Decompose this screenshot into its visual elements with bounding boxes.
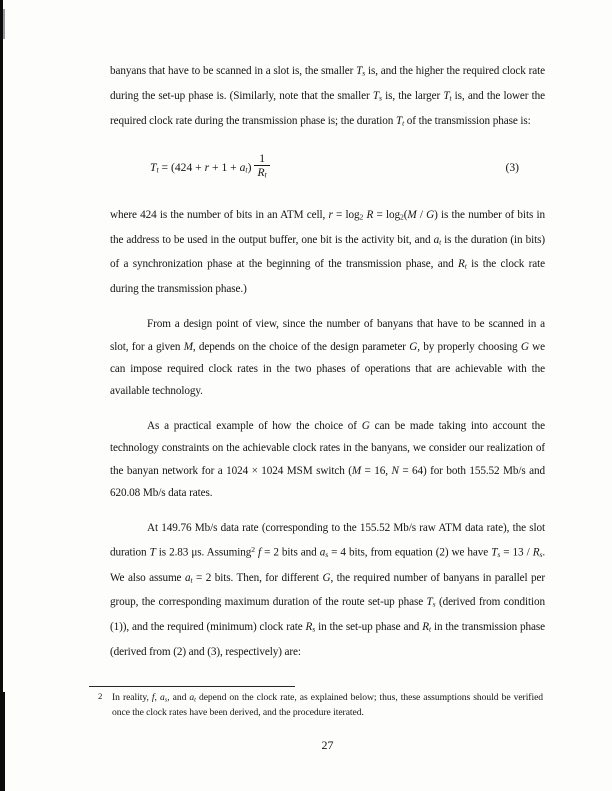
footnote xyxy=(97,691,543,719)
page-number: 27 xyxy=(321,738,334,752)
scan-artifact-left-edge xyxy=(0,0,3,791)
equation-fraction xyxy=(254,153,269,182)
paragraph-equation-explanation: where 424 is the number of bits in an ATM cell, $r = \log_2 R = \log_2(M / G)$ is the number of bits in the address to be used in the output buffer, one bit is the activity bit, and $a_t$ is the duration (in bits) of a synchronization phase at the beginning of the transmission phase, and $R_t$ is the clock rate during the transmission phase.) xyxy=(110,208,545,296)
paragraph-practical-example: As a practical example of how the choice of G can be made taking into account the technology constraints on the achievable clock rates in the banyans, we consider our realization of the banyan network for a 1024 × 1024 MSM switch (M = 16, N = 64) for both 155.52 Mb/s and 620.08 Mb/s data rates. xyxy=(110,420,545,499)
paragraph-design-point: From a design point of view, since the number of banyans that have to be scanned in a slot, for a given M, depends on the choice of the design parameter G, by properly choosing G we can impose required clock rates in the two phases of operations that are achievable with the available technology. xyxy=(110,318,546,398)
footnote-text: In reality, f, $a_s$, and $a_t$ depend on the clock rate, as explained below; thus, these assumptions should be verified once the clock rates have been derived, and the procedure iterated. xyxy=(112,692,544,719)
equation-3 xyxy=(150,148,545,188)
equation-expression xyxy=(150,153,270,182)
footnote-separator xyxy=(89,686,295,687)
equation-lhs: $T_t = (424 + r + 1 + a_t)$ xyxy=(150,160,252,175)
scan-artifact-speck xyxy=(3,9,5,39)
paragraph-continuation: banyans that have to be scanned in a slot is, the smaller $T_s$ is, and the higher the required clock rate during the set-up phase is. (Similarly, note that the smaller $T_s$ is, the larger $T_t$ is, and the lower the required clock rate during the transmission phase is; the duration $T_t$ of the transmission phase is: xyxy=(110,65,546,128)
fraction-denominator: $R_t$ xyxy=(254,165,269,182)
equation-number: (3) xyxy=(505,161,519,175)
paragraph-data-rate: At 149.76 Mb/s data rate (corresponding to the 155.52 Mb/s raw ATM data rate), the slot duration T is 2.83 μs. Assuming$^2$ f = 2 bits and $a_s = 4$ bits, from equation (2) we have $T_s = 13 / R_s$. We also assume $a_t = 2$ bits. Then, for different G, the required number of banyans in parallel per group, the corresponding maximum duration of the route set-up phase $T_s$ (derived from condition (1)), and the required (minimum) clock rate $R_s$ in the set-up phase and $R_t$ in the transmission phase (derived from (2) and (3), respectively) are: xyxy=(110,522,546,659)
scan-artifact-left-edge-bottom xyxy=(0,692,5,791)
fraction-numerator: 1 xyxy=(259,152,265,166)
footnote-marker: 2 xyxy=(98,691,103,701)
page-body xyxy=(110,60,545,676)
